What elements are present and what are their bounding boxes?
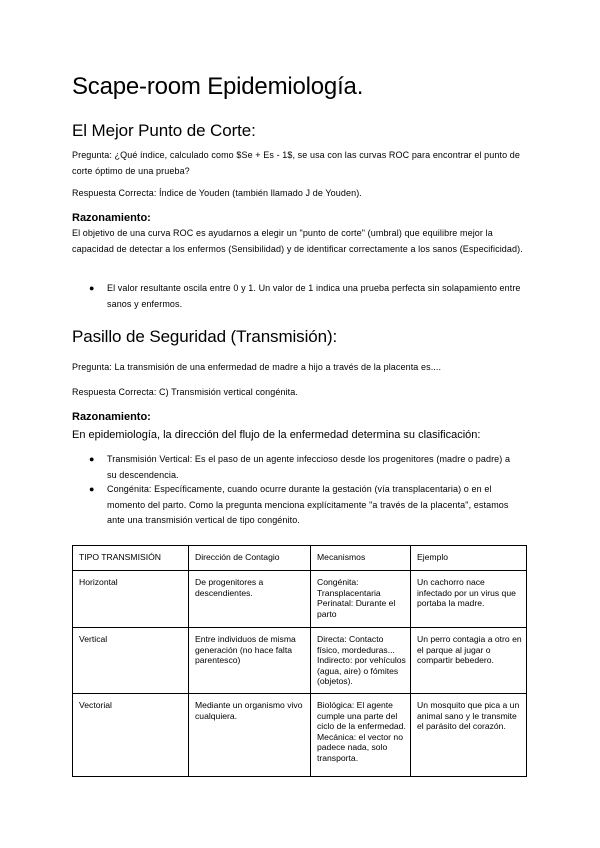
table-cell: Un perro contagia a otro en el parque al jugar o compartir bebedero. [411, 628, 527, 694]
table-header-row [73, 546, 527, 571]
bullet-icon: ● [89, 283, 95, 293]
table-cell: Directa: Contacto físico, mordeduras... Indirecto: por vehículos (agua, aire) o fómites (objetos). [311, 628, 411, 694]
section2-reasoning: En epidemiología, la dirección del flujo de la enfermedad determina su clasificación: [72, 429, 481, 441]
table-cell: Entre individuos de misma generación (no hace falta parentesco) [189, 628, 311, 694]
table-row [73, 571, 527, 628]
table-header-cell: Ejemplo [411, 546, 527, 571]
section1-reasoning-label: Razonamiento: [72, 212, 151, 224]
table-cell: De progenitores a descendientes. [189, 571, 311, 628]
section2-heading: Pasillo de Seguridad (Transmisión): [72, 327, 338, 346]
table-cell: Un mosquito que pica a un animal sano y le transmite el parásito del corazón. [411, 693, 527, 776]
section2-question: Pregunta: La transmisión de una enfermedad de madre a hijo a través de la placenta es.... [72, 362, 442, 372]
table-header-cell: TIPO TRANSMISIÓN [73, 546, 189, 571]
transmission-table [72, 545, 527, 777]
section1-reasoning: El objetivo de una curva ROC es ayudarnos a elegir un "punto de corte" (umbral) que equilibre mejor la capacidad de detectar a los enfermos (Sensibilidad) y de identificar correctamente a los sanos (Especificidad). [72, 228, 523, 254]
section1-question: Pregunta: ¿Qué índice, calculado como $Se + Es - 1$, se usa con las curvas ROC para encontrar el punto de corte óptimo de una prueba? [72, 150, 520, 176]
bullet-icon: ● [89, 454, 95, 464]
section2-reasoning-label: Razonamiento: [72, 411, 151, 423]
section1-answer: Respuesta Correcta: Índice de Youden (también llamado J de Youden). [72, 188, 362, 198]
table-cell: Vectorial [73, 693, 189, 776]
table-cell: Biológica: El agente cumple una parte del ciclo de la enfermedad. Mecánica: el vector no padece nada, solo transporta. [311, 693, 411, 776]
section1-bullet: ● El valor resultante oscila entre 0 y 1. Un valor de 1 indica una prueba perfecta sin solapamiento entre sanos y enfermos. [89, 283, 521, 309]
table-header-cell: Mecanismos [311, 546, 411, 571]
section2-answer: Respuesta Correcta: C) Transmisión vertical congénita. [72, 387, 298, 397]
section2-bullet-1: ● Transmisión Vertical: Es el paso de un agente infeccioso desde los progenitores (madre o padre) a su descendencia. [89, 454, 511, 480]
table-cell: Congénita: Transplacentaria Perinatal: Durante el parto [311, 571, 411, 628]
table-cell: Horizontal [73, 571, 189, 628]
table-cell: Un cachorro nace infectado por un virus que portaba la madre. [411, 571, 527, 628]
table-cell: Vertical [73, 628, 189, 694]
document-title: Scape-room Epidemiología. [72, 73, 364, 100]
bullet-icon: ● [89, 484, 95, 494]
section1-heading: El Mejor Punto de Corte: [72, 121, 256, 140]
table-cell: Mediante un organismo vivo cualquiera. [189, 693, 311, 776]
table-row [73, 628, 527, 694]
table-row [73, 693, 527, 776]
section2-bullet-2: ● Congénita: Específicamente, cuando ocurre durante la gestación (vía transplacentaria) o en el momento del parto. Como la pregunta menciona explícitamente "a través de la placenta", estamos ante una transmisión vertical de tipo congénito. [89, 484, 509, 525]
table-header-cell: Dirección de Contagio [189, 546, 311, 571]
